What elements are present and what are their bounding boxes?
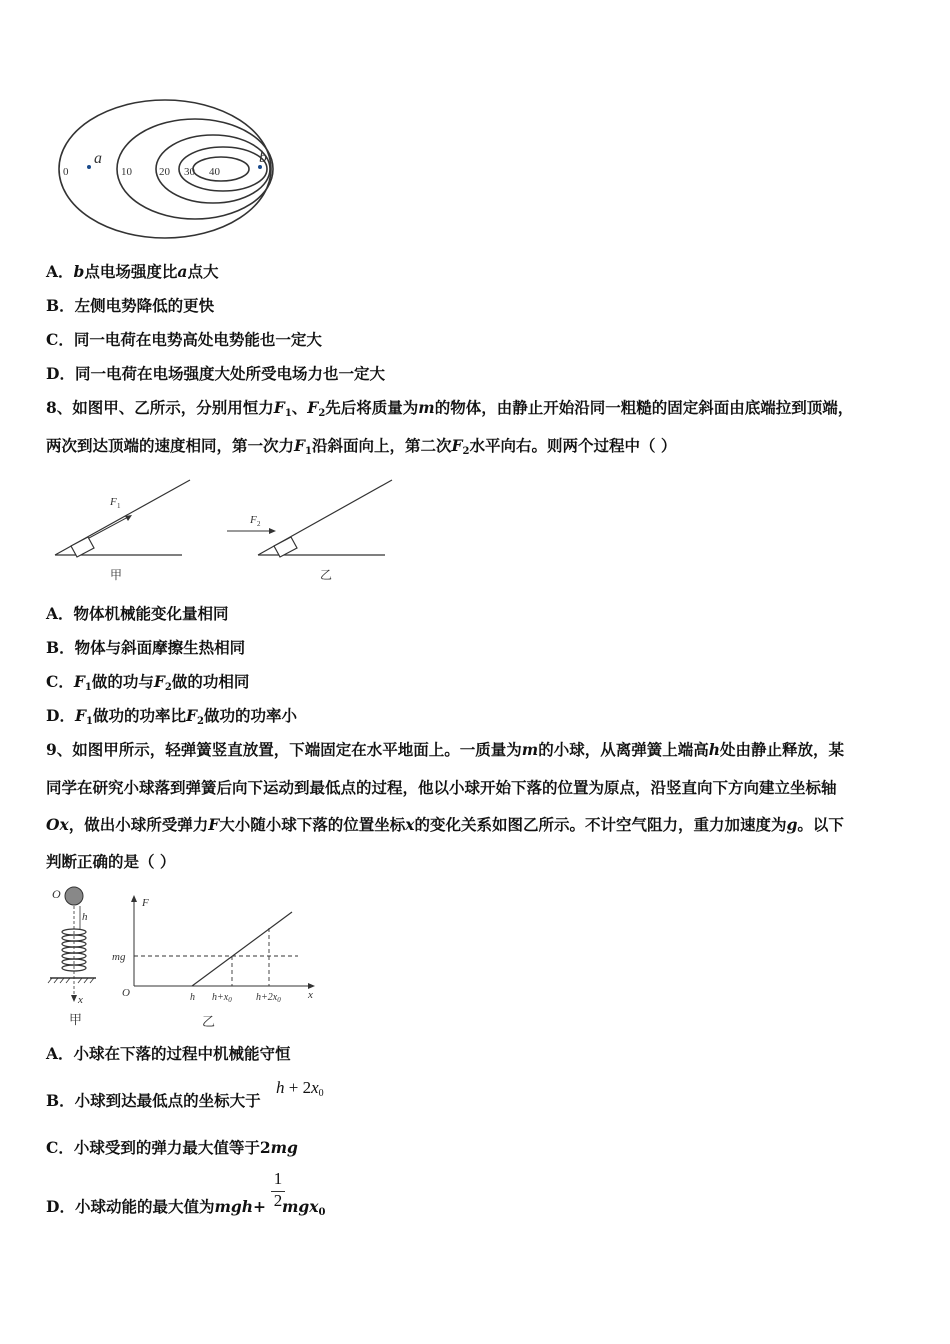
q9-option-c: C．小球受到的弹力最大值等于2mg bbox=[46, 1138, 298, 1157]
equipotential-label-40: 40 bbox=[209, 166, 220, 178]
q7-option-d: D．同一电荷在电场强度大处所受电场力也一定大 bbox=[46, 364, 385, 383]
q8-option-b: B．物体与斜面摩擦生热相同 bbox=[46, 638, 246, 657]
q8-option-c: C．$F_1$做的功与$F_2$做的功相同 bbox=[46, 672, 250, 693]
point-a-dot bbox=[87, 165, 91, 169]
svg-text:h+2x0: $h+2x_0$ bbox=[256, 992, 281, 1004]
q8-option-a: A．物体机械能变化量相同 bbox=[46, 604, 229, 623]
fig-label-yi-q9: 乙 bbox=[202, 1014, 216, 1029]
svg-text:h+x0: $h+x_0$ bbox=[212, 992, 232, 1004]
fig-label-jia-q9: 甲 bbox=[69, 1012, 83, 1027]
q8-option-d: D．$F_1$做功的功率比$F_2$做功的功率小 bbox=[46, 706, 297, 727]
ball bbox=[65, 887, 83, 905]
fig-label-yi: 乙 bbox=[320, 568, 333, 582]
point-b-label: b bbox=[259, 149, 267, 166]
svg-text:F: F bbox=[142, 897, 149, 909]
fraction-one-half: $\frac{1}{2}$ bbox=[271, 1170, 285, 1210]
q8-stem-line2: 两次到达顶端的速度相同，第一次力$F_1$沿斜面向上，第二次$F_2$水平向右。则两个过程中（ ） bbox=[46, 436, 677, 457]
svg-text:h: h bbox=[190, 992, 195, 1003]
q9-spring-figure bbox=[44, 882, 114, 1032]
svg-text:x: x bbox=[308, 989, 313, 1001]
equipotential-label-10: 10 bbox=[121, 166, 132, 178]
q9-stem-line1: 9、如图甲所示，轻弹簧竖直放置，下端固定在水平地面上。一质量为m的小球，从离弹簧上端高h处由静止释放，某 bbox=[46, 740, 845, 759]
q9-stem-line3: Ox，做出小球所受弹力F大小随小球下落的位置坐标x的变化关系如图乙所示。不计空气阻力，重力加速度为g。以下 bbox=[46, 815, 844, 834]
svg-text:O: O bbox=[52, 887, 61, 901]
q8-incline-figure bbox=[50, 470, 410, 590]
equipotential-label-0: 0 bbox=[63, 166, 69, 178]
q9-stem-line4: 判断正确的是（ ） bbox=[46, 852, 176, 871]
equipotential-figure bbox=[55, 95, 285, 245]
svg-text:F: F bbox=[110, 496, 117, 508]
equipotential-label-30: 30 bbox=[184, 166, 195, 178]
q7-option-a: A．b点电场强度比a点大 bbox=[46, 262, 219, 281]
svg-text:mg: mg bbox=[112, 951, 126, 963]
q9-option-b-expression: $h + 2x_0$ bbox=[276, 1078, 324, 1099]
q9-stem-line2: 同学在研究小球落到弹簧后向下运动到最低点的过程，他以小球开始下落的位置为原点，沿竖直向下方向建立坐标轴 bbox=[46, 778, 837, 797]
q7-option-b: B．左侧电势降低的更快 bbox=[46, 296, 215, 315]
q7-option-c: C．同一电荷在电势高处电势能也一定大 bbox=[46, 330, 322, 349]
svg-text:1: 1 bbox=[117, 502, 121, 510]
svg-text:2: 2 bbox=[257, 520, 261, 528]
q9-force-graph bbox=[112, 890, 322, 1032]
q9-option-b: B．小球到达最低点的坐标大于 bbox=[46, 1091, 261, 1110]
q9-option-a: A．小球在下落的过程中机械能守恒 bbox=[46, 1044, 291, 1063]
equipotential-label-20: 20 bbox=[159, 166, 170, 178]
svg-text:O: O bbox=[122, 987, 130, 999]
q8-stem-line1: 8、如图甲、乙所示，分别用恒力$F_1$、$F_2$先后将质量为m的物体，由静止开始沿同一粗糙的固定斜面由底端拉到顶端， bbox=[46, 398, 854, 419]
svg-text:h: h bbox=[82, 911, 88, 923]
q9-option-d: D．小球动能的最大值为mgh+ mgx$_0$ bbox=[46, 1197, 326, 1218]
svg-text:F: F bbox=[250, 514, 257, 526]
fig-label-jia: 甲 bbox=[110, 568, 123, 582]
svg-text:x: x bbox=[78, 994, 83, 1006]
point-a-label: a bbox=[94, 150, 102, 167]
